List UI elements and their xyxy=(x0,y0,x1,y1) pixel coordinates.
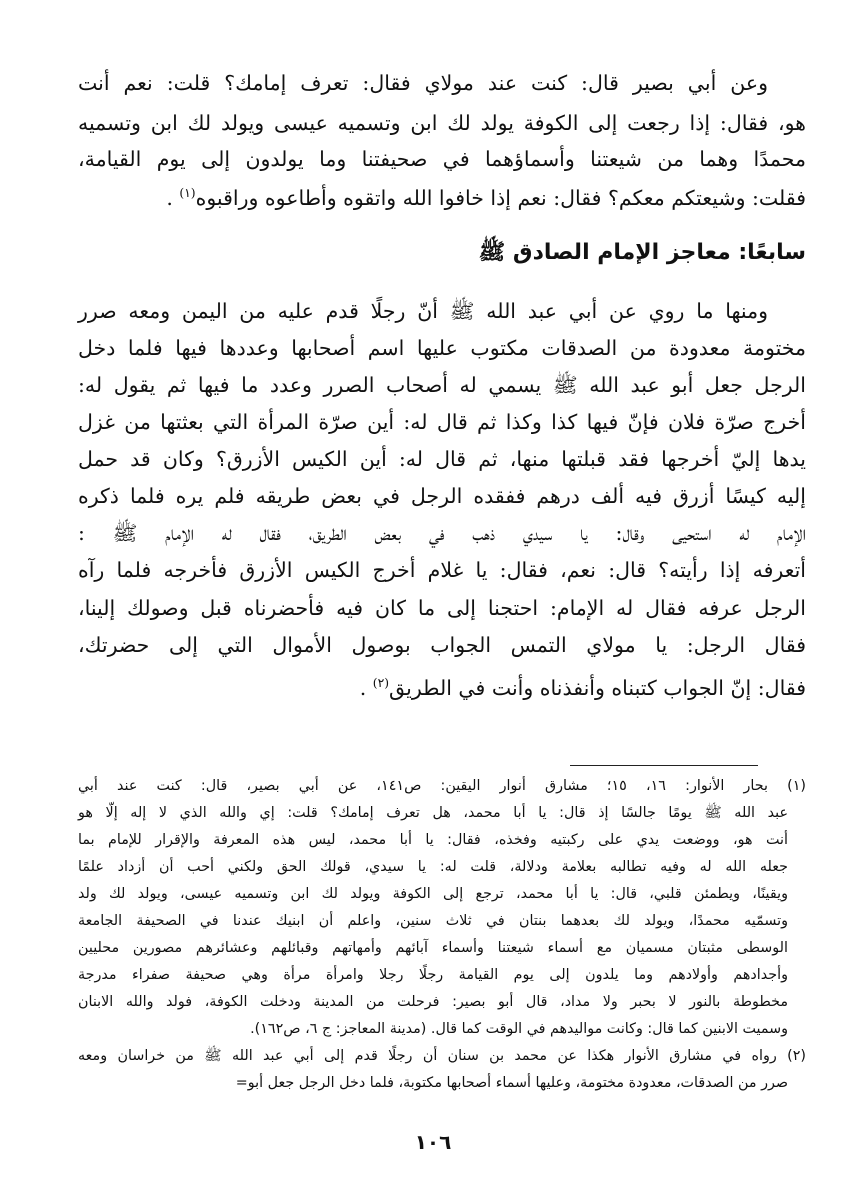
text-line: محمدًا وهما من شيعتنا وأسماؤهما في صحيفتنا وما يولدون إلى يوم القيامة، xyxy=(78,147,806,171)
text-line: فقال الرجل: يا مولاي التمس الجواب بوصول الأموال التي إلى حضرتك، xyxy=(78,633,806,657)
footnote-line: الوسطى مثبتان مسميان مع أسماء شيعتنا وأسماء آبائهم وأمهاتهم وقبائلهم وعشائرهم مصورين محليين xyxy=(78,940,788,956)
text-line: الإمام له استحيى وقال: يا سيدي ذهب في بعض الطريق، فقال له الإمام ﷺ : xyxy=(78,521,806,545)
text-line: أخرج صرّة فلان فإنّ فيها كذا وكذا ثم قال له: أين صرّة المرأة التي بعثتها من غزل xyxy=(78,410,806,434)
footnote-divider xyxy=(570,765,758,766)
text-line: وعن أبي بصير قال: كنت عند مولاي فقال: تعرف إمامك؟ قلت: نعم أنت xyxy=(78,71,768,95)
sentence-end: . xyxy=(359,675,373,700)
text-line xyxy=(78,666,806,705)
footnote-line: عبد الله ﷺ يومًا جالسًا إذ قال: يا أبا محمد، هل تعرف إمامك؟ قلت: إي والله الذي لا إله إلّا هو xyxy=(78,805,788,821)
footnote-line: أنت هو، ووضعت يدي على ركبتيه وفخذه، فقال: يا أبا محمد، ليس هذه المعرفة والإقرار للإمام بما xyxy=(78,832,788,848)
footnote-line: صرر من الصدقات، معدودة مختومة، وعليها أسماء أصحابها مكتوبة، فلما دخل الرجل جعل أبو= xyxy=(235,1075,788,1091)
text-line: الرجل جعل أبو عبد الله ﷺ يسمي له أصحاب الصرر وعدد ما فيها ثم يقول له: xyxy=(78,373,806,397)
text-line: أتعرفه إذا رأيته؟ قال: نعم، فقال: يا غلام أخرج الكيس الأزرق فأخرجه فلما رآه xyxy=(78,558,806,582)
footnote-ref-2[interactable]: (٢) xyxy=(372,676,390,690)
section-heading: سابعًا: معاجز الإمام الصادق ﷺ xyxy=(478,240,806,265)
footnote-ref-1[interactable]: (١) xyxy=(179,186,196,200)
text-line: الرجل عرفه فقال له الإمام: احتجنا إلى ما كان فيه فأحضرناه قبل وصولك إلينا، xyxy=(78,596,806,620)
footnote-line: مخطوطة بالنور لا بحبر ولا مداد، قال أبو بصير: فرحلت من المدينة ودخلت الكوفة، فولد والله الابنان xyxy=(78,994,788,1010)
footnote-line: وأجدادهم وأولادهم وما يلدون إلى يوم القيامة رجلًا رجلا وامرأة مرأة وهي صحيفة صفراء مدرجة xyxy=(78,967,788,983)
text-line: مختومة معدودة من الصدقات مكتوب عليها اسم أصحابها وعددها فيها فلما دخل xyxy=(78,336,806,360)
text-line xyxy=(78,176,806,215)
text-line: إليه كيسًا أزرق فيه ألف درهم ففقده الرجل في بعض طريقه فلم يره فلما ذكره xyxy=(78,484,806,508)
text-line-content: فقلت: وشيعتكم معكم؟ فقال: نعم إذا خافوا الله واتقوه وأطاعوه وراقبوه xyxy=(195,185,806,210)
footnote-line: ويقينًا، ويطمئن قلبي، قال: يا أبا محمد، ترجع إلى الكوفة ويولد لك ابن وتسميه عيسى، ويولد لك ولد xyxy=(78,886,788,902)
text-line-content: فقال: إنّ الجواب كتبناه وأنفذناه وأنت في الطريق xyxy=(389,675,806,700)
footnote-line: (٢) رواه في مشارق الأنوار هكذا عن محمد بن سنان أن رجلًا قدم إلى أبي عبد الله ﷺ من خراسان ومعه xyxy=(78,1048,806,1064)
footnote-line: جعله الله له وفيه تطالبه بعلامة ودلالة، قلت له: يا سيدي، قولك الحق ولكني أحب أن أزداد علمًا xyxy=(78,859,788,875)
page-number: ١٠٦ xyxy=(414,1130,452,1154)
text-line: ومنها ما روي عن أبي عبد الله ﷺ أنّ رجلًا قدم عليه من اليمن ومعه صرر xyxy=(78,299,768,323)
sentence-end: . xyxy=(166,185,180,210)
footnote-line: وسميت الابنين كما قال: وكانت مواليدهم في الوقت كما قال. (مدينة المعاجز: ج ٦، ص١٦٢). xyxy=(250,1021,788,1037)
footnote-line: وتسمّيه محمدًا، ويولد لك بعدهما بنتان في ثلاث سنين، واعلم أن ابنيك عندنا في الصحيفة الجامعة xyxy=(78,913,788,929)
footnote-line: (١) بحار الأنوار: ١٦، ١٥؛ مشارق أنوار اليقين: ص١٤١، عن أبي بصير، قال: كنت عند أبي xyxy=(78,778,806,794)
text-line: يدها إليّ أخرجها فقد قبلتها منها، ثم قال له: أين الكيس الأزرق؟ وكان قد حمل xyxy=(78,447,806,471)
text-line: هو، فقال: إذا رجعت إلى الكوفة يولد لك ابن وتسميه عيسى ويولد لك ابن وتسميه xyxy=(78,111,806,135)
